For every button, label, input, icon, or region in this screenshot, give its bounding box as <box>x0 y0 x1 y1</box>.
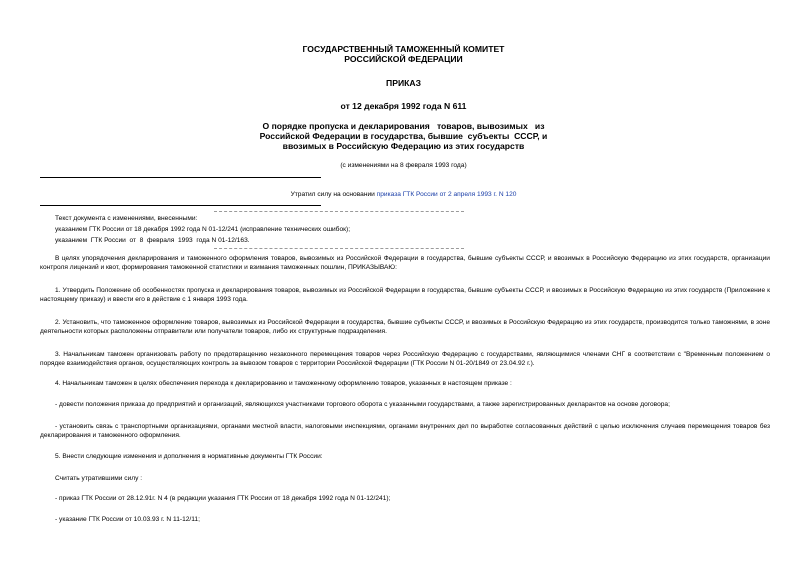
changes-note-line3: указанием ГТК России от 8 февраля 1993 года N 01-12/163. <box>55 237 250 244</box>
org-name-line2: РОССИЙСКОЙ ФЕДЕРАЦИИ <box>344 54 463 64</box>
paragraph-5a: Считать утратившими силу : <box>55 475 143 482</box>
paragraph-3: 3. Начальникам таможен организовать работу по предотвращению незаконного перемещения товаров через Российскую Федерацию с государствами, являющимися членами СНГ в соответствии с "Временным положением о порядке взаимодействия органов, осуществляющих контроль за вывозом товаров с территории Российской Федерации (ГТК России N 01-20/1849 от 23.04.92 г.). <box>40 351 770 367</box>
org-name-line1: ГОСУДАРСТВЕННЫЙ ТАМОЖЕННЫЙ КОМИТЕТ <box>302 44 505 54</box>
repeal-status <box>0 191 807 199</box>
rule-bottom <box>40 205 321 206</box>
doc-type: ПРИКАЗ <box>386 78 421 88</box>
doc-title-line3: ввозимых в Российскую Федерацию из этих государств <box>282 141 525 151</box>
changes-note-line2: указанием ГТК России от 18 декабря 1992 года N 01-12/241 (исправление технических ошибок); <box>55 226 351 233</box>
amendments-note: (с изменениями на 8 февраля 1993 года) <box>340 162 467 169</box>
intro-paragraph: В целях упорядочения декларирования и таможенного оформления товаров, вывозимых из Российской Федерации в государства, бывшие субъекты СССР, и ввозимых в Российскую Федерацию из этих государств, организации контроля лицензий и квот, формирования таможенной статистики и взимания таможенных пошлин, ПРИКАЗЫВАЮ: <box>40 255 770 271</box>
doc-date-number: от 12 декабря 1992 года N 611 <box>340 101 467 111</box>
doc-title-line1: О порядке пропуска и декларирования товаров, вывозимых из <box>262 121 545 131</box>
dashed-rule-2 <box>214 248 464 249</box>
paragraph-2: 2. Установить, что таможенное оформление товаров, вывозимых из Российской Федерации в государства, бывшие субъекты СССР, и ввозимых в Российскую Федерацию из этих государств, производится только таможнями, в зоне деятельности которых расположены отправители или получатели товаров, либо их структурные подразделения. <box>40 319 770 335</box>
paragraph-4: 4. Начальникам таможен в целях обеспечения перехода к декларированию и таможенному оформлению товаров, указанных в настоящем приказе : <box>55 380 512 387</box>
changes-note-line1: Текст документа с изменениями, внесенными: <box>55 215 198 222</box>
paragraph-4a: - довести положения приказа до предприятий и организаций, являющихся участниками торгового оборота с указанными государствами, а также зарегистрированных декларантов на основе договора; <box>55 401 670 408</box>
doc-title-line2: Российской Федерации в государства, бывшие субъекты СССР, и <box>259 131 548 141</box>
repeal-order-link[interactable]: приказа ГТК России от 2 апреля 1993 г. N 120 <box>376 191 517 198</box>
paragraph-5b: - приказ ГТК России от 28.12.91г. N 4 (в редакции указания ГТК России от 18 декабря 1992 года N 01-12/241); <box>55 495 391 502</box>
repeal-status-prefix: Утратил силу на основании <box>290 191 377 198</box>
paragraph-1: 1. Утвердить Положение об особенностях пропуска и декларирования товаров, вывозимых из Российской Федерации в государства, бывшие субъекты СССР, и ввозимых в Российскую Федерацию из этих государств (Приложение к настоящему приказу) и ввести его в действие с 1 января 1993 года. <box>40 287 770 303</box>
dashed-rule-1 <box>214 211 464 212</box>
paragraph-5c: - указание ГТК России от 10.03.93 г. N 11-12/11; <box>55 516 200 523</box>
paragraph-4b: - установить связь с транспортными организациями, органами местной власти, налоговыми инспекциями, органами внутренних дел по выработке согласованных действий с целью исключения случаев перемещения товаров без декларирования и таможенного оформления. <box>40 423 770 439</box>
rule-top <box>40 177 321 178</box>
paragraph-5: 5. Внести следующие изменения и дополнения в нормативные документы ГТК России: <box>55 453 323 460</box>
